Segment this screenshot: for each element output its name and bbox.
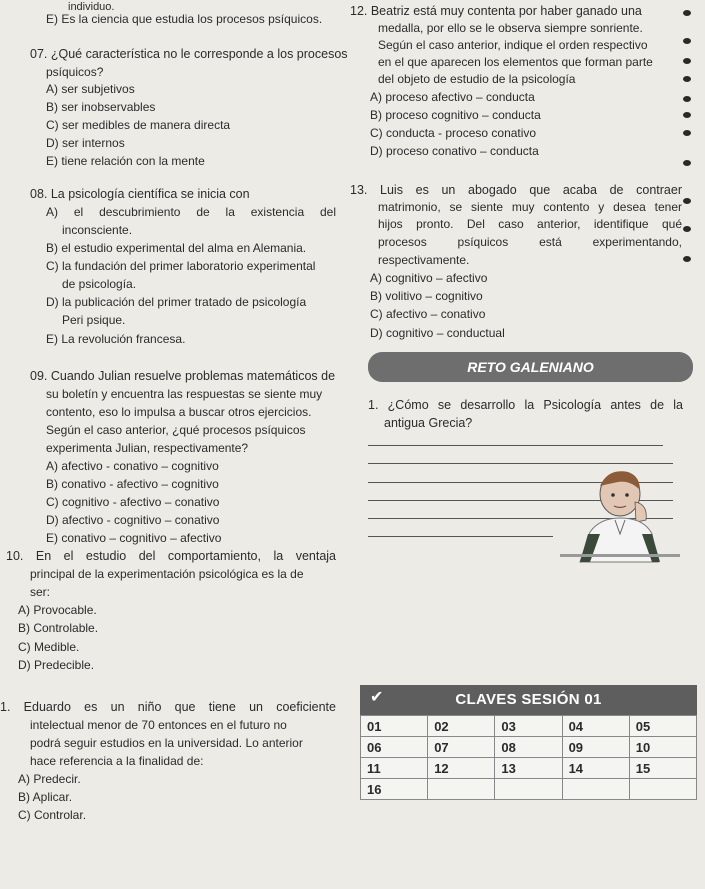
q10-stem-3: ser: (30, 585, 51, 599)
q13-option-c: C) afectivo – conativo (370, 307, 486, 321)
q8-option-c-cont: de psicología. (62, 277, 137, 291)
q9-stem-4: Según el caso anterior, ¿qué procesos psíquicos (46, 423, 306, 437)
q13-stem-4: procesos psíquicos está experimentando, (378, 235, 682, 249)
claves-cell: 01 (361, 716, 428, 737)
q8-option-d: D) la publicación del primer tratado de psicología (46, 295, 307, 309)
q12-option-a: A) proceso afectivo – conducta (370, 90, 535, 104)
claves-cell (428, 779, 495, 800)
claves-cell: 11 (361, 758, 428, 779)
reto-question-cont: antigua Grecia? (384, 416, 473, 430)
q9-option-a: A) afectivo - conativo – cognitivo (46, 459, 219, 473)
q9-option-b: B) conativo - afectivo – cognitivo (46, 477, 219, 491)
q12-stem-5: del objeto de estudio de la psicología (378, 72, 576, 86)
q11-stem-2: intelectual menor de 70 entonces en el futuro no (30, 718, 287, 732)
q12-option-b: B) proceso cognitivo – conducta (370, 108, 541, 122)
q12-option-c: C) conducta - proceso conativo (370, 126, 537, 140)
claves-header (360, 685, 697, 715)
q9-option-e: E) conativo – cognitivo – afectivo (46, 531, 222, 545)
q11-option-b: B) Aplicar. (18, 790, 73, 804)
reto-galeniano-banner (368, 352, 693, 382)
q12-stem-2: medalla, por ello se le observa siempre sonriente. (378, 21, 643, 35)
q7-stem: 07. ¿Qué característica no le corresponde a los procesos (30, 47, 348, 61)
q7-option-d: D) ser internos (46, 136, 125, 150)
claves-cell: 09 (562, 737, 629, 758)
claves-row (361, 758, 697, 779)
top-fragment: individuo. (68, 1, 115, 13)
q7-option-a: A) ser subjetivos (46, 82, 135, 96)
claves-row (361, 779, 697, 800)
q9-option-c: C) cognitivo - afectivo – conativo (46, 495, 220, 509)
claves-cell: 03 (495, 716, 562, 737)
claves-cell: 02 (428, 716, 495, 737)
claves-cell (495, 779, 562, 800)
q10-option-d: D) Predecible. (18, 658, 95, 672)
q8-stem: 08. La psicología científica se inicia con (30, 187, 250, 201)
q10-stem: 10. En el estudio del comportamiento, la ventaja (6, 549, 336, 563)
q13-stem: 13. Luis es un abogado que acaba de contraer (350, 183, 682, 197)
q12-option-d: D) proceso conativo – conducta (370, 144, 539, 158)
q11-stem-3: podrá seguir estudios en la universidad. Lo anterior (30, 736, 303, 750)
claves-cell: 13 (495, 758, 562, 779)
claves-cell: 04 (562, 716, 629, 737)
claves-cell: 15 (629, 758, 696, 779)
q13-option-d: D) cognitivo – conductual (370, 326, 505, 340)
q9-stem-2: su boletín y encuentra las respuestas se siente muy (46, 387, 323, 401)
q13-option-a: A) cognitivo – afectivo (370, 271, 488, 285)
q9-stem: 09. Cuando Julian resuelve problemas matemáticos de (30, 369, 336, 383)
q10-stem-2: principal de la experimentación psicológica es la de (30, 567, 304, 581)
q7-option-e: E) tiene relación con la mente (46, 154, 205, 168)
q13-stem-5: respectivamente. (378, 253, 470, 267)
q12-stem-4: en el que aparecen los elementos que forman parte (378, 55, 653, 69)
q10-option-a: A) Provocable. (18, 603, 97, 617)
claves-cell: 05 (629, 716, 696, 737)
claves-cell: 12 (428, 758, 495, 779)
q10-option-c: C) Medible. (18, 640, 80, 654)
q8-option-d-cont: Peri psique. (62, 313, 126, 327)
reto-galeniano-title: RETO GALENIANO (467, 359, 594, 375)
thinking-boy-illustration (560, 462, 680, 574)
q8-option-c: C) la fundación del primer laboratorio experimental (46, 259, 316, 273)
claves-cell: 07 (428, 737, 495, 758)
q9-stem-3: contento, eso lo impulsa a buscar otros ejercicios. (46, 405, 312, 419)
q13-stem-3: hijos pronto. Del caso anterior, identifique qué (378, 217, 682, 231)
check-icon: ✔ (370, 689, 384, 706)
claves-cell: 16 (361, 779, 428, 800)
q11-option-a: A) Predecir. (18, 772, 81, 786)
q13-option-b: B) volitivo – cognitivo (370, 289, 483, 303)
q12-stem: 12. Beatriz está muy contenta por haber ganado una (350, 4, 642, 18)
claves-cell: 08 (495, 737, 562, 758)
answer-line (368, 445, 663, 446)
q8-option-e: E) La revolución francesa. (46, 332, 186, 346)
claves-row (361, 716, 697, 737)
claves-cell: 06 (361, 737, 428, 758)
q11-option-c: C) Controlar. (18, 808, 87, 822)
reto-question: 1. ¿Cómo se desarrollo la Psicología antes de la (368, 398, 683, 412)
q10-option-b: B) Controlable. (18, 621, 99, 635)
q7-option-b: B) ser inobservables (46, 100, 156, 114)
q7-option-c: C) ser medibles de manera directa (46, 118, 231, 132)
claves-row (361, 737, 697, 758)
answer-line (368, 536, 553, 537)
q8-option-a: A) el descubrimiento de la existencia del (46, 205, 336, 219)
q7-stem-cont: psíquicos? (46, 65, 104, 79)
q13-stem-2: matrimonio, se siente muy contento y desea tener (378, 200, 682, 214)
q6-option-e: E) Es la ciencia que estudia los procesos psíquicos. (46, 12, 323, 26)
claves-title: CLAVES SESIÓN 01 (455, 691, 602, 708)
q9-option-d: D) afectivo - cognitivo – conativo (46, 513, 220, 527)
q12-stem-3: Según el caso anterior, indique el orden respectivo (378, 38, 648, 52)
q11-stem-4: hace referencia a la finalidad de: (30, 754, 204, 768)
claves-cell: 14 (562, 758, 629, 779)
q8-option-a-cont: inconsciente. (62, 223, 133, 237)
claves-cell (562, 779, 629, 800)
q11-stem: 1. Eduardo es un niño que tiene un coeficiente (0, 700, 336, 714)
q9-stem-5: experimenta Julian, respectivamente? (46, 441, 249, 455)
claves-cell (629, 779, 696, 800)
q8-option-b: B) el estudio experimental del alma en Alemania. (46, 241, 307, 255)
claves-table (360, 715, 697, 800)
claves-cell: 10 (629, 737, 696, 758)
